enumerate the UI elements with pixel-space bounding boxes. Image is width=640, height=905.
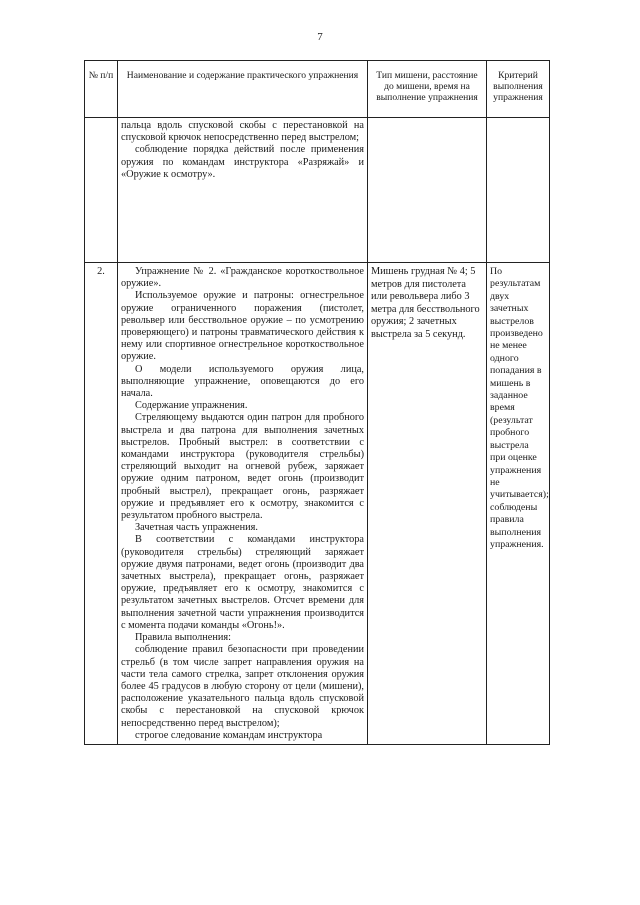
- cell-criteria-empty: [487, 118, 550, 263]
- exercise-paragraph: соблюдение правил безопасности при проведении стрельб (в том числе запрет направления оружия на части тела самого стрелка, запрет отклонения оружия более 45 градусов в любую сторону от цели (мишени), расположение указательного пальца вдоль спусковой скобы с перестановкой на спусковой крючок непосредственно перед выстрелом);: [121, 644, 364, 729]
- header-criteria: Критерий выполнения упражнения: [487, 61, 550, 118]
- exercise-paragraph: Зачетная часть упражнения.: [135, 522, 258, 534]
- header-num: № п/п: [85, 61, 118, 118]
- exercise-paragraph: Стреляющему выдаются один патрон для пробного выстрела и два патрона для выполнения зачетных выстрелов. Пробный выстрел: в соответствии с командами инструктора (руководителя стрельбы) стреляющий выходит на огневой рубеж, заряжает оружие одним патроном, ведет огонь (производит пробный выстрел), прекращает огонь, разряжает оружие и предъявляет его к осмотру, знакомится с результатом пробного выстрела.: [121, 412, 364, 522]
- cell-continuation-text: [118, 118, 368, 263]
- header-name: Наименование и содержание практического упражнения: [118, 61, 368, 118]
- cell-exercise-description: [118, 263, 368, 745]
- cell-target-empty: [368, 118, 487, 263]
- exercise-paragraph: Используемое оружие и патроны: огнестрельное оружие ограниченного поражения (пистолет, револьвер или бесствольное оружие – по усмотрению проверяющего) и патроны травматического действия к нему или спортивное огнестрельное короткоствольное оружие.: [121, 290, 364, 363]
- cell-exercise-number: 2.: [85, 263, 118, 745]
- exercise-table: [84, 60, 550, 745]
- exercise-paragraph: О модели используемого оружия лица, выполняющие упражнение, оповещаются до его начала.: [121, 363, 364, 400]
- cell-target-description: Мишень грудная № 4; 5 метров для пистолета или револьвера либо 3 метра для бесствольного оружия; 2 зачетных выстрела за 5 секунд.: [368, 263, 487, 745]
- continuation-paragraph: соблюдение порядка действий после применения оружия по командам инструктора «Разряжай» и «Оружие к осмотру».: [121, 144, 364, 180]
- exercise-paragraph: Содержание упражнения.: [135, 400, 248, 412]
- table-row-exercise-2: [85, 263, 550, 745]
- table-row-continuation: [85, 118, 550, 263]
- exercise-paragraph: строгое следование командам инструктора: [135, 729, 323, 741]
- continuation-paragraph: пальца вдоль спусковой скобы с перестановкой на спусковой крючок непосредственно перед выстрелом;: [121, 120, 364, 144]
- page-number: 7: [317, 31, 323, 43]
- exercise-paragraph: Упражнение № 2. «Гражданское короткоствольное оружие».: [121, 266, 364, 290]
- cell-criteria-description: По результатам двух зачетных выстрелов произведено не менее одного попадания в мишень в заданное время (результат пробного выстрела при оценке упражнения не учитывается); соблюдены правила выполнения упражнения.: [487, 263, 550, 745]
- exercise-paragraph: Правила выполнения:: [135, 632, 231, 644]
- header-target: Тип мишени, расстояние до мишени, время на выполнение упражнения: [368, 61, 487, 118]
- exercise-paragraph: В соответствии с командами инструктора (руководителя стрельбы) стреляющий заряжает оружие двумя патронами, ведет огонь (производит два зачетных выстрела), прекращает огонь, разряжает оружие, предъявляет его к осмотру, знакомится с результатом зачетных выстрелов. Отсчет времени для выполнения зачетной части упражнения производится с момента подачи команды «Огонь!».: [121, 534, 364, 631]
- cell-num-empty: [85, 118, 118, 263]
- table-header-row: [85, 61, 550, 118]
